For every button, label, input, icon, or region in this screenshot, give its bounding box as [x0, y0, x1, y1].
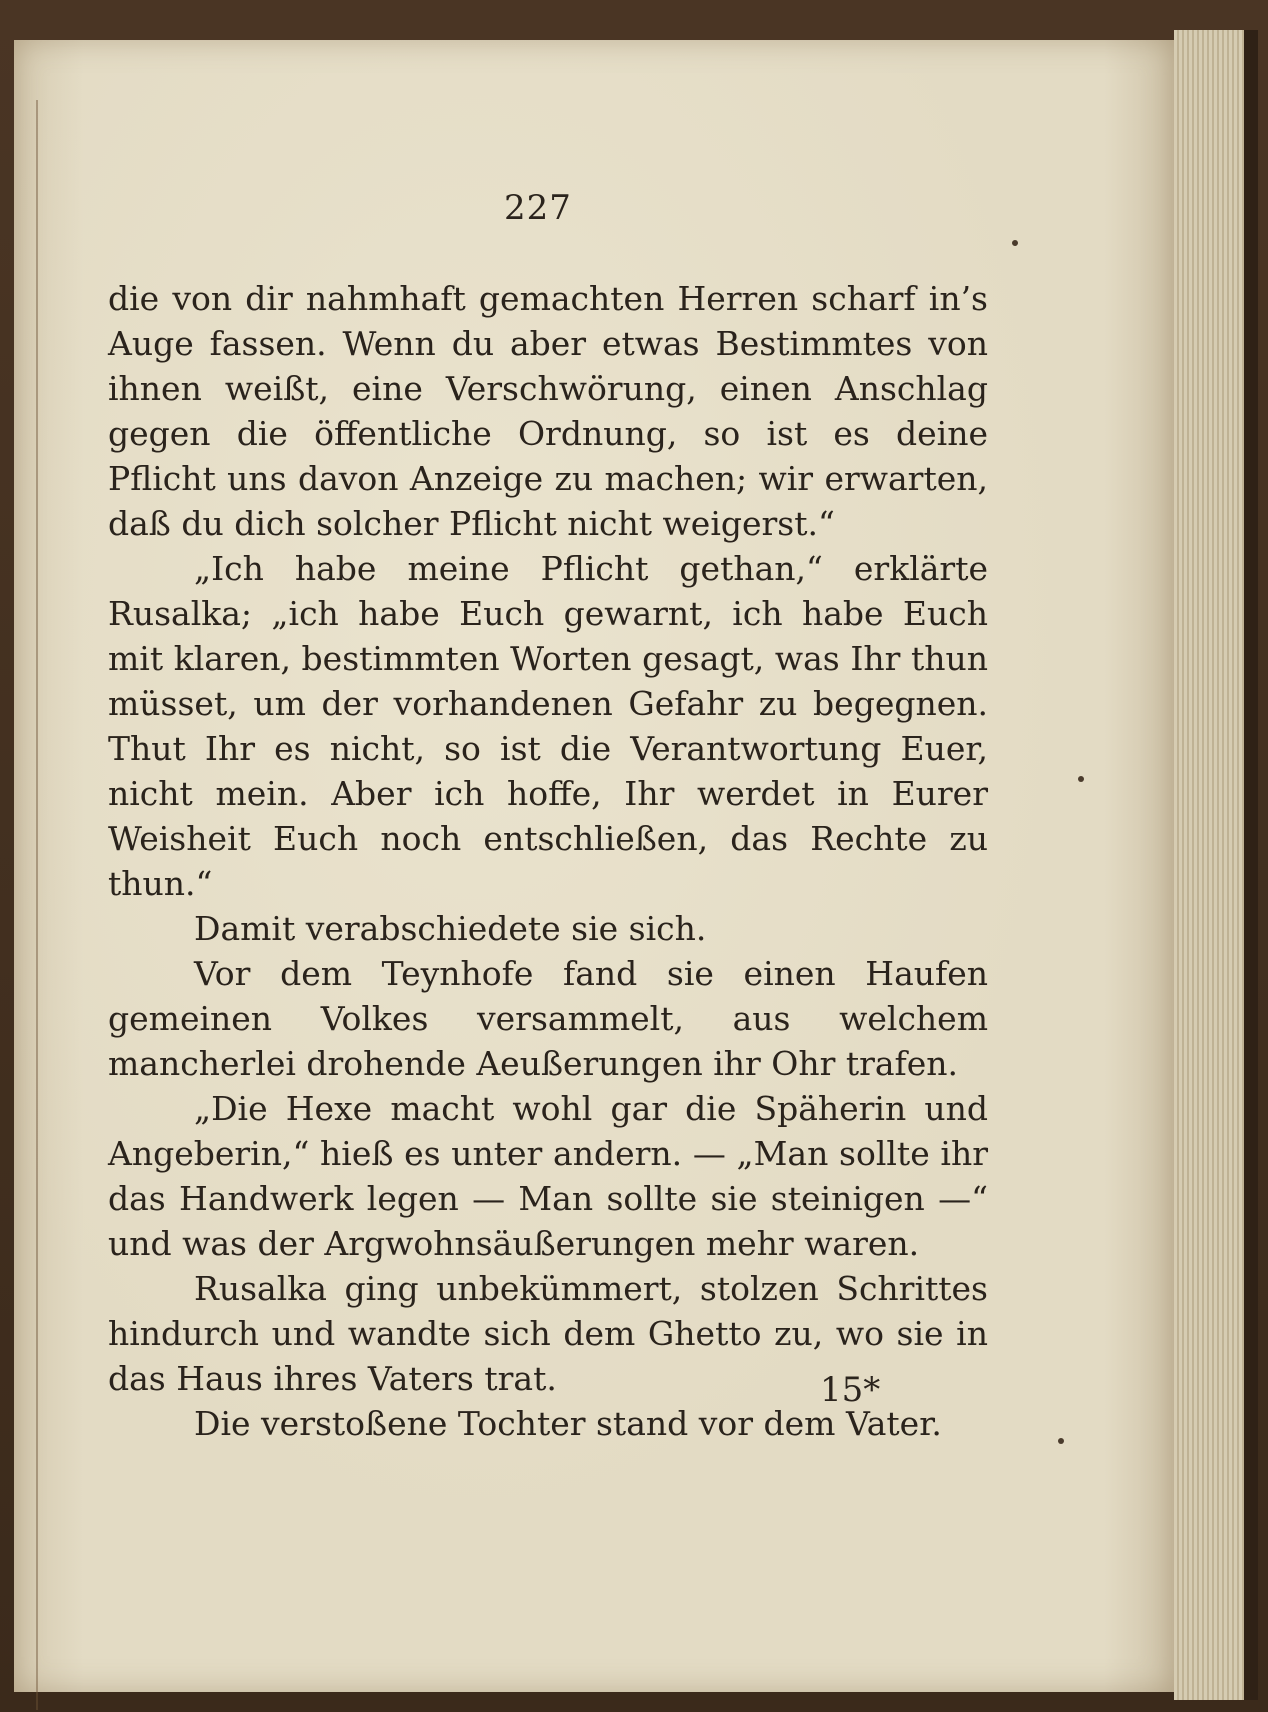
- paragraph: Vor dem Teynhofe fand sie einen Haufen gemeinen Volkes versammelt, aus welchem mancherlei drohende Aeußerungen ihr Ohr trafen.: [108, 954, 988, 1083]
- paragraph: Damit verabschiedete sie sich.: [194, 909, 707, 948]
- paper-speck: [1012, 240, 1018, 246]
- paragraph: Rusalka ging unbekümmert, stolzen Schrittes hindurch und wandte sich dem Ghetto zu, wo sie in das Haus ihres Vaters trat.: [108, 1269, 988, 1398]
- paper-speck: [1078, 776, 1084, 782]
- paper-speck: [1058, 1438, 1064, 1444]
- spine-shadow: [36, 100, 38, 1710]
- signature-mark: 15*: [820, 1370, 881, 1410]
- paragraph: Die verstoßene Tochter stand vor dem Vater.: [194, 1404, 942, 1443]
- body-text: [108, 276, 988, 1446]
- paragraph: die von dir nahmhaft gemachten Herren scharf in’s Auge fassen. Wenn du aber etwas Bestimmtes von ihnen weißt, eine Verschwörung, einen Anschlag gegen die öffentliche Ordnung, so ist es deine Pflicht uns davon Anzeige zu machen; wir erwarten, daß du dich solcher Pflicht nicht weigerst.“: [108, 279, 988, 543]
- paragraph: „Ich habe meine Pflicht gethan,“ erklärte Rusalka; „ich habe Euch gewarnt, ich habe Euch mit klaren, bestimmten Worten gesagt, was Ihr thun müsset, um der vorhandenen Gefahr zu begegnen. Thut Ihr es nicht, so ist die Verantwortung Euer, nicht mein. Aber ich hoffe, Ihr werdet in Eurer Weisheit Euch noch entschließen, das Rechte zu thun.“: [108, 549, 988, 903]
- page-number: 227: [504, 188, 572, 228]
- page-edges: [1174, 30, 1258, 1700]
- paragraph: „Die Hexe macht wohl gar die Späherin und Angeberin,“ hieß es unter andern. — „Man sollte ihr das Handwerk legen — Man sollte sie steinigen —“ und was der Argwohnsäußerungen mehr waren.: [108, 1089, 988, 1263]
